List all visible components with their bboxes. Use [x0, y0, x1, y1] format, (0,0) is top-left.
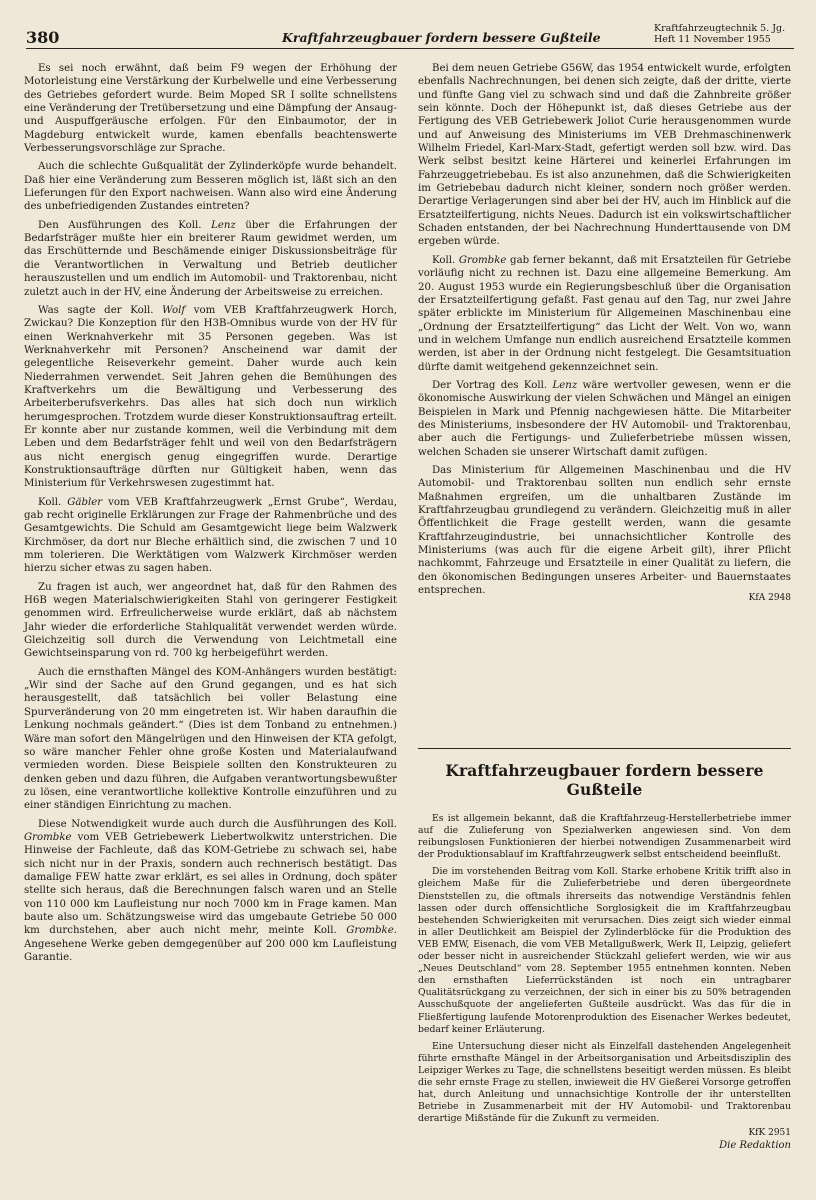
text-run: Was sagte der Koll.	[38, 304, 163, 316]
text-run: . Angesehene Werke geben demgegenüber auf 200 000 km Laufleistung Garantie.	[24, 925, 397, 963]
paragraph	[418, 866, 791, 1035]
running-title: Kraftfahrzeugbauer fordern bessere Gußteile	[282, 30, 601, 45]
text-run: Die im vorstehenden Beitrag vom Koll.	[432, 866, 622, 878]
journal-line-1: Kraftfahrzeugtechnik 5. Jg.	[654, 23, 786, 34]
article-reference: KfK 2951	[748, 1128, 791, 1139]
journal-info	[654, 23, 794, 45]
paragraph: Es sei noch erwähnt, daß beim F9 wegen der Erhöhung der Motorleistung eine Verstärkung der Kurbelwelle und eine Verbesserung des Getriebes gefordert wurde. Beim Moped SR I sollte schnellstens eine Veränderung der Tretübersetzung und eine Dämpfung der Ansaug- und Auspuffgeräusche erfolgen. Für den Einbaumotor, der in Magdeburg entwickelt wurde, kamen ebenfalls beachtenswerte Verbesserungsvorschläge zur Sprache.	[24, 63, 397, 155]
text-run: Diese Notwendigkeit wurde auch durch die Ausführungen des Koll.	[38, 818, 397, 830]
person-name: Wolf	[162, 304, 186, 316]
text-run: erhobene Kritik trifft also in gleichem Maße für die Zulieferbetriebe und deren übergeordnete Dienststellen zu, die oftmals ihrerseits das notwendige Verständnis fehlen lassen oder durch offensichtliche Sorglosigkeit die im Kraftfahrzeugbau bestehenden Schwierigkeiten mit verursachen. Dies zeigt sich wieder einmal in aller Deutlichkeit am Beispiel der Zylinderblöcke für die Produktion des VEB EMW, Eisenach, die vom VEB Metallgußwerk, Werk II, Leipzig, geliefert oder besser nicht in ausreichender Stückzahl geliefert werden, wie wir aus „Neues Deutschland“ vom 28. September 1955 entnehmen konnten. Neben den ernsthaften Lieferrückständen ist noch ein untragbarer Qualitätsrückgang zu verzeichnen, der sich in einer bis zu 50% betragenden Ausschußquote der angelieferten Gußteile ausdrückt. Was das für die in Fließfertigung laufende Motorenproduktion des Eisenacher Werkes bedeutet, bedarf keiner Erläuterung.	[418, 866, 792, 1035]
sidebar-article	[418, 748, 791, 1151]
paragraph	[24, 304, 397, 491]
page-header	[26, 23, 794, 49]
text-run: vom VEB Kraftfahrzeugwerk „Ernst Grube“, Werdau, gab recht originelle Erklärungen zur Frage der Rahmenbrüche und des Gesamtgewichts. Die Schuld am Gesamtgewicht liege beim Walzwerk Kirchmöser, da dort nur Bleche erhältlich sind, die zwischen 7 und 10 mm tolerieren. Die Werktätigen vom Walzwerk Kirchmöser werden hierzu sicher etwas zu sagen haben.	[24, 496, 397, 575]
person-name: Grombke	[24, 831, 72, 843]
paragraph	[418, 379, 791, 459]
person-name: Starke	[621, 866, 653, 878]
right-column	[418, 62, 791, 606]
paragraph	[418, 254, 791, 374]
paragraph: Auch die ernsthaften Mängel des KOM-Anhängers wurden bestätigt: „Wir sind der Sache auf den Grund gegangen, und es hat sich herausgestellt, daß tatsächlich bei voller Belastung eine Spurveränderung von 20 mm eingetreten ist. Wir haben daraufhin die Lenkung nochmals geändert.“ (Dies ist dem Tonband zu entnehmen.) Wäre man sofort den Mängelrügen und den Hinweisen der KTA gefolgt, so wäre mancher Fehler ohne große Kosten und Materialaufwand vermieden worden. Diese Beispiele sollten den Konstrukteuren zu denken geben und dazu führen, die Aufgaben verantwortungsbewußter zu lösen, eine verantwortliche kollektive Kontrolle einzuführen und zu einer ständigen Einrichtung zu machen.	[24, 666, 397, 812]
person-name: Grombke	[458, 254, 507, 266]
text-run: Den Ausführungen des Koll.	[38, 219, 212, 231]
paragraph: Zu fragen ist auch, wer angeordnet hat, daß für den Rahmen des H6B wegen Materialschwierigkeiten Stahl von geringerer Festigkeit genommen wird. Erfreulicherweise wurde erklärt, daß ab nächstem Jahr wieder die erforderliche Stahlqualität verwendet werden würde. Gleichzeitig soll durch die Verwendung von Leichtmetall eine Gewichtseinsparung von rd. 700 kg herbeigeführt werden.	[24, 581, 397, 660]
article-body	[418, 813, 791, 1125]
text-run: Koll.	[432, 254, 459, 266]
text-run: Koll.	[38, 496, 68, 508]
paragraph: Eine Untersuchung dieser nicht als Einzelfall dastehenden Angelegenheit führte ernsthafte Mängel in der Arbeitsorganisation und Arbeitsdisziplin des Leipziger Werkes zu Tage, die schnellstens beseitigt werden müssen. Es bleibt die sehr ernste Frage zu stellen, inwieweit die HV Gießerei Vorsorge getroffen hat, durch Anleitung und unnachsichtige Kontrolle der ihr unterstellten Betriebe in Zusammenarbeit mit der HV Automobil- und Traktorenbau derartige Mißstände für die Zukunft zu vermeiden.	[418, 1040, 791, 1125]
editorial-signature: Die Redaktion	[719, 1140, 791, 1152]
text-run: Der Vortrag des Koll.	[432, 379, 553, 391]
person-name: Grombke	[346, 925, 394, 937]
page-number: 380	[26, 28, 60, 47]
person-name: Lenz	[552, 379, 578, 391]
text-run: vom VEB Getriebewerk Liebertwolkwitz unterstrichen. Die Hinweise der Fachleute, daß das KOM-Getriebe zu schwach sei, habe sich nicht nur in der Praxis, sondern auch rechnerisch bestätigt. Das damalige FEW hatte zwar erklärt, es sei alles in Ordnung, doch später stellte sich heraus, daß die Berechnungen falsch waren und an Stelle von 110 000 km Laufleistung nur noch 7000 km in Frage kamen. Man baute also um. Schätzungsweise wird das umgebaute Getriebe 50 000 km durchstehen, aber auch nicht mehr, meinte Koll.	[24, 831, 397, 937]
paragraph: Auch die schlechte Gußqualität der Zylinderköpfe wurde behandelt. Daß hier eine Veränderung zum Besseren möglich ist, läßt sich an den Lieferungen für den Export nachweisen. Wann also wird eine Änderung des unbefriedigenden Zustandes eintreten?	[24, 161, 397, 213]
text-run: gab ferner bekannt, daß mit Ersatzteilen für Getriebe vorläufig nicht zu rechnen ist. Dazu eine allgemeine Bemerkung. Am 20. August 1953 wurde ein Regierungsbeschluß über die Organisation der Ersatzteilfertigung gefaßt. Fast genau auf den Tag, nur zwei Jahre später erblickte im Ministerium für Allgemeinen Maschinenbau eine „Ordnung der Ersatzteilfertigung“ das Licht der Welt. Von wo, wann und in welchem Umfange nun endlich ausreichend Ersatzteile kommen werden, ist aber in der Ordnung nicht festgelegt. Die Gesamtsituation dürfte damit weitgehend gekennzeichnet sein.	[418, 254, 791, 373]
paragraph: Das Ministerium für Allgemeinen Maschinenbau und die HV Automobil- und Traktorenbau sollten nun endlich sehr ernste Maßnahmen ergreifen, um die unhaltbaren Zustände im Kraftfahrzeugbau grundlegend zu verändern. Gleichzeitig muß in aller Öffentlichkeit die Frage gestellt werden, wann die gesamte Kraftfahrzeugindustrie, bei unnachsichtlicher Kontrolle des Ministeriums (was auch für die eigene Arbeit gilt), ihrer Pflicht nachkommt, Fahrzeuge und Ersatzteile in einer Qualität zu liefern, die den ökonomischen Bedingungen unseres Arbeiter- und Bauernstaates entsprechen.	[418, 464, 791, 597]
text-run: über die Erfahrungen der Bedarfsträger mußte hier ein breiterer Raum gewidmet werden, um das Erschütternde und Beschämende einiger Diskussionsbeiträge für die Verantwortlichen in Verwaltung und Betrieb deutlicher herauszustellen und um endlich im Automobil- und Traktorenbau, nicht zuletzt auch in der HV, eine Änderung der Arbeitsweise zu erreichen.	[24, 219, 398, 298]
paragraph: Bei dem neuen Getriebe G56W, das 1954 entwickelt wurde, erfolgten ebenfalls Nachrechnungen, bei denen sich zeigte, daß der dritte, vierte und fünfte Gang viel zu schwach sind und daß die Zahnbreite größer sein könnte. Doch der Höhepunkt ist, daß dieses Getriebe aus der Fertigung des VEB Getriebewerk Joliot Curie herausgenommen wurde und auf Anweisung des Ministeriums im VEB Drehmaschinenwerk Wilhelm Friedel, Karl-Marx-Stadt, gefertigt werden soll bzw. wird. Das Werk selbst besitzt keine Härterei und keinerlei Erfahrungen im Fahrzeuggetriebebau. Es ist also anzunehmen, daß die Schwierigkeiten im Getriebebau dadurch nicht kleiner, sondern noch größer werden. Derartige Verlagerungen sind aber bei der HV, auch im Hinblick auf die Ersatzteilfertigung, nichts Neues. Dadurch ist ein volkswirtschaftlicher Schaden entstanden, der bei Nachrechnung Hunderttausende von DM ergeben würde.	[418, 63, 791, 248]
text-run: vom VEB Kraftfahrzeugwerk Horch, Zwickau? Die Konzeption für den H3B-Omnibus wurde von der HV für einen Werknahverkehr mit 35 Personen gegeben. Was ist Werknahverkehr mit Personen? Anscheinend war damit der gelegentliche Reiseverkehr gemeint. Daher wurde auch kein Niederrahmen verwendet. Seit Jahren gehen die Bemühungen des Kraftverkehrs um die Bewältigung und Verbesserung des Arbeiterberufsverkehrs. Das alles hat sich doch nun wirklich herumgesprochen. Trotzdem wurde dieser Konstruktionsauftrag erteilt. Er konnte aber nur zustande kommen, weil die Verbindung mit dem Leben und dem Bedarfsträger fehlt und weil von den Bedarfsträgern aus nicht energisch genug eingegriffen wurde. Derartige Konstruktionsaufträge dürften nur Gültigkeit haben, wenn das Ministerium für Verkehrswesen zugestimmt hat.	[24, 304, 397, 490]
article-reference: KfA 2948	[748, 593, 791, 604]
person-name: Lenz	[211, 219, 236, 231]
person-name: Gäbler	[67, 496, 103, 508]
paragraph	[24, 496, 397, 576]
paragraph	[24, 818, 397, 965]
text-run: wäre wertvoller gewesen, wenn er die ökonomische Auswirkung der vielen Schwächen und Mängel an einigen Beispielen in Mark und Pfennig nachgewiesen hätte. Die Mitarbeiter des Ministeriums, insbesondere der HV Automobil- und Traktorenbau, aber auch die Fertigungs- und Zulieferbetriebe müssen wissen, welchen Schaden sie unserer Wirtschaft damit zufügen.	[418, 379, 791, 458]
article-title: Kraftfahrzeugbauer fordern bessere Gußteile	[445, 761, 764, 799]
paragraph: Es ist allgemein bekannt, daß die Kraftfahrzeug-Herstellerbetriebe immer auf die Zulieferung von Spezialwerken angewiesen sind. Von dem reibungslosen Funktionieren der hierbei notwendigen Zusammenarbeit wird der Produktionsablauf im Kraftfahrzeugwerk selbst entscheidend beeinflußt.	[418, 813, 791, 861]
paragraph	[24, 219, 397, 299]
journal-line-2: Heft 11 November 1955	[654, 34, 771, 45]
left-column	[24, 62, 397, 969]
